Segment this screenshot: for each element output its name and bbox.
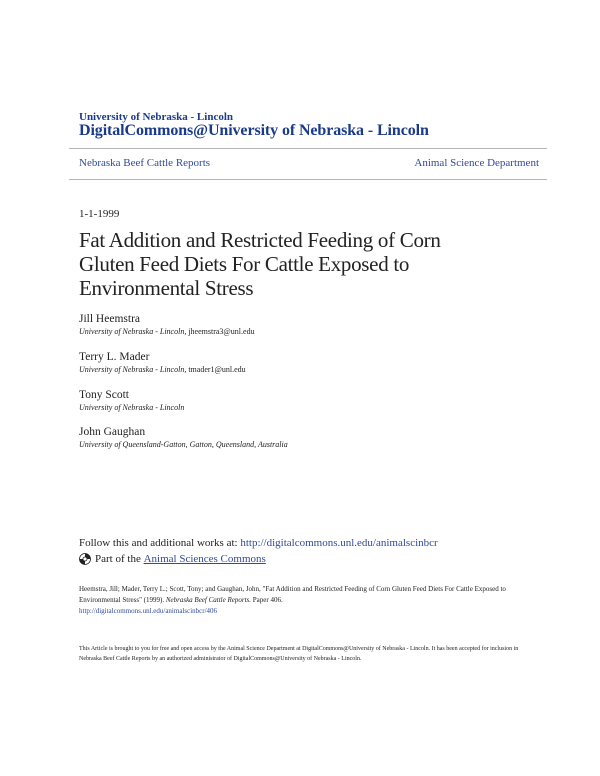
animal-sciences-commons-link[interactable]: Animal Sciences Commons xyxy=(143,553,266,565)
repository-title[interactable]: DigitalCommons@University of Nebraska - Lincoln xyxy=(79,122,429,139)
commons-network-icon xyxy=(79,553,91,565)
citation-publication: Nebraska Beef Cattle Reports. xyxy=(165,596,251,604)
access-notice: This Article is brought to you for free and open access by the Animal Science Department at DigitalCommons@University of Nebraska - Lincoln. It has been accepted for inclusion in Nebraska Beef Cattle Reports by an authorized administrator of DigitalCommons@University of Nebraska - Lincoln. xyxy=(79,646,519,662)
part-of-line xyxy=(79,553,266,565)
author-name: Jill Heemstra xyxy=(79,313,140,325)
article-title: Fat Addition and Restricted Feeding of Corn Gluten Feed Diets For Cattle Exposed to Environmental Stress xyxy=(79,228,441,300)
university-name: University of Nebraska - Lincoln xyxy=(79,111,233,123)
author-name: John Gaughan xyxy=(79,426,146,438)
author-affiliation: University of Nebraska - Lincoln, tmader1@unl.edu xyxy=(79,365,246,374)
author-block xyxy=(79,350,246,375)
follow-line xyxy=(79,537,438,549)
citation-url-link[interactable]: http://digitalcommons.unl.edu/animalscinbcr/406 xyxy=(79,607,218,615)
author-affiliation: University of Nebraska - Lincoln, jheemstra3@unl.edu xyxy=(79,327,255,336)
follow-label: Follow this and additional works at: xyxy=(79,537,238,549)
author-block xyxy=(79,388,184,413)
author-email[interactable]: tmader1@unl.edu xyxy=(188,365,246,374)
author-affiliation: University of Queensland-Gatton, Gatton, Queensland, Australia xyxy=(79,440,288,449)
author-email[interactable]: jheemstra3@unl.edu xyxy=(188,327,255,336)
collection-link[interactable]: Nebraska Beef Cattle Reports xyxy=(79,157,211,169)
publication-date: 1-1-1999 xyxy=(79,208,120,220)
author-name: Tony Scott xyxy=(79,389,129,401)
department-link[interactable]: Animal Science Department xyxy=(414,157,539,169)
bottom-divider xyxy=(69,179,547,180)
author-block xyxy=(79,312,255,337)
citation-text: Heemstra, Jill; Mader, Terry L.; Scott, Tony; and Gaughan, John, "Fat Addition and Restricted Feeding of Corn Gluten Feed Diets For Cattle Exposed to Environmental Stress" (1999). xyxy=(79,585,506,604)
author-block xyxy=(79,425,288,450)
top-divider xyxy=(69,148,547,149)
follow-url-link[interactable]: http://digitalcommons.unl.edu/animalscinbcr xyxy=(240,537,438,549)
part-of-label: Part of the xyxy=(95,553,141,565)
recommended-citation xyxy=(79,584,525,617)
author-affiliation: University of Nebraska - Lincoln xyxy=(79,403,185,412)
citation-paper: Paper 406. xyxy=(252,596,283,604)
author-name: Terry L. Mader xyxy=(79,351,150,363)
